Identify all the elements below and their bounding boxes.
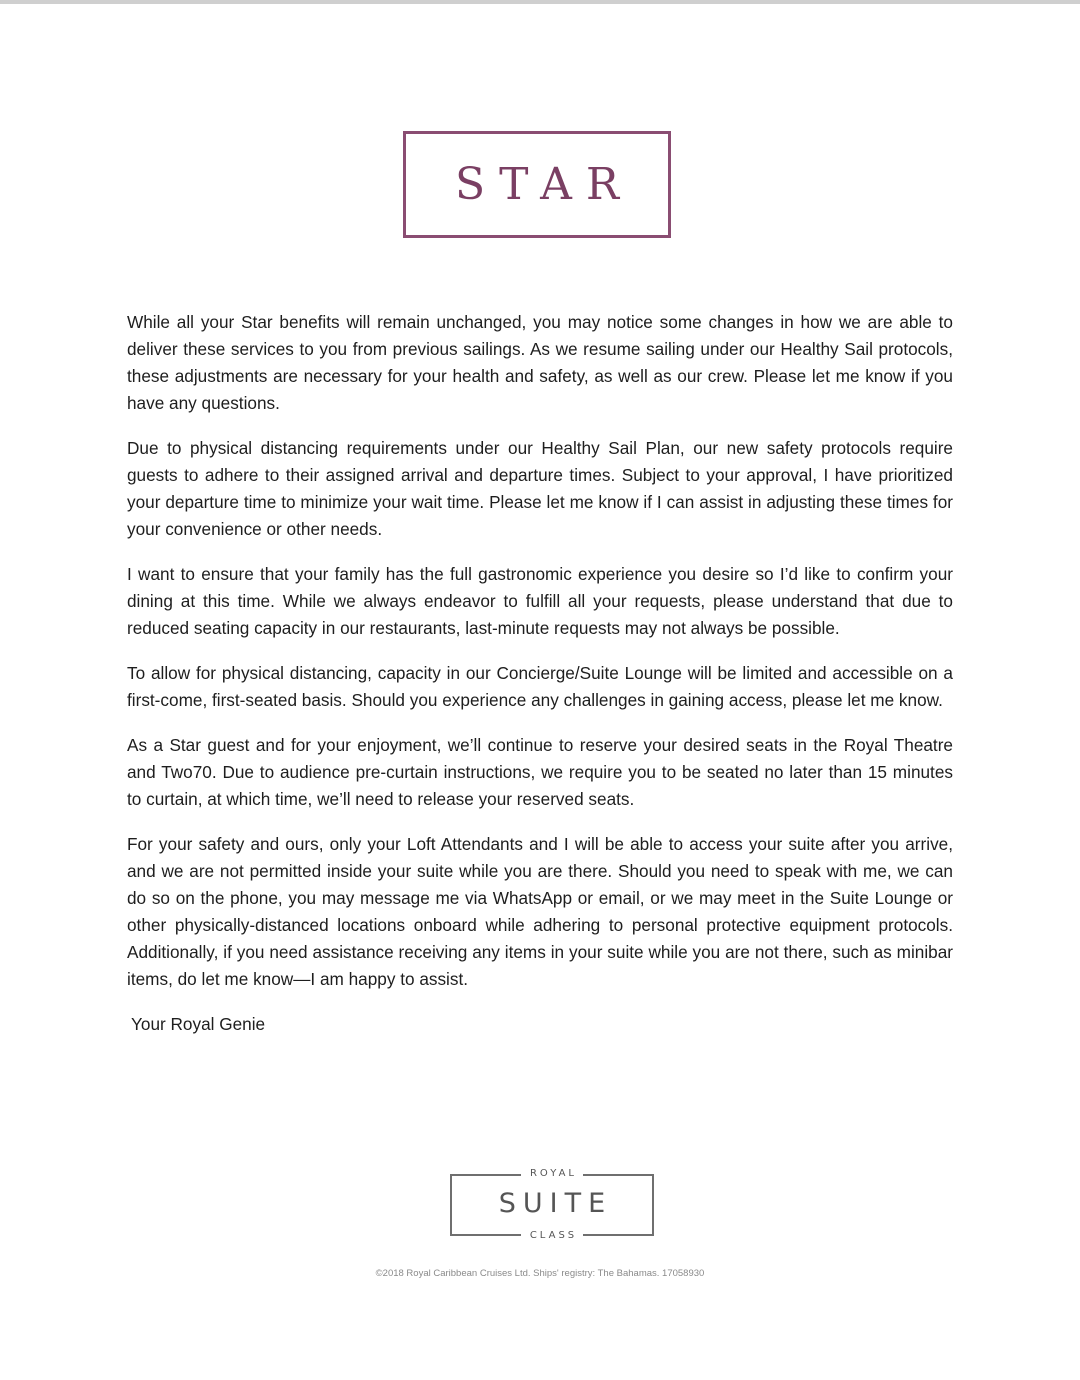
suite-logo-main-label: SUITE — [498, 1188, 613, 1219]
top-divider — [0, 0, 1080, 4]
star-logo-text: STAR — [455, 159, 633, 210]
letter-paragraph: For your safety and ours, only your Loft Attendants and I will be able to access your suite after you arrive, and we are not permitted inside your suite while you are there. Should you need to speak with me, we can do so on the phone, you may message me via WhatsApp or email, or we may meet in the Suite Lounge or other physically-distanced locations onboard while adhering to personal protective equipment protocols. Additionally, if you need assistance receiving any items in your suite while you are not there, such as minibar items, do let me know—I am happy to assist. — [127, 834, 953, 989]
copyright-notice: ©2018 Royal Caribbean Cruises Ltd. Ships' registry: The Bahamas. 17058930 — [375, 1268, 705, 1279]
suite-logo-top-text: ROYAL — [521, 1168, 583, 1179]
letter-paragraph: To allow for physical distancing, capacity in our Concierge/Suite Lounge will be limited and accessible on a first-come, first-seated basis. Should you experience any challenges in gaining access, please let me know. — [127, 663, 953, 710]
letter-body — [127, 309, 953, 1056]
letter-paragraph: Due to physical distancing requirements under our Healthy Sail Plan, our new safety protocols require guests to adhere to their assigned arrival and departure times. Subject to your approval, I have prioritized your departure time to minimize your wait time. Please let me know if I can assist in adjusting these times for your convenience or other needs. — [127, 438, 953, 539]
letter-signature: Your Royal Genie — [131, 1014, 266, 1034]
letter-paragraph: While all your Star benefits will remain unchanged, you may notice some changes in how we are able to deliver these services to you from previous sailings. As we resume sailing under our Healthy Sail protocols, these adjustments are necessary for your health and safety, as well as our crew. Please let me know if you have any questions. — [127, 312, 953, 413]
star-logo — [403, 131, 671, 238]
suite-logo-top-label — [450, 1166, 654, 1182]
letter-paragraph: I want to ensure that your family has the full gastronomic experience you desire so I’d like to confirm your dining at this time. While we always endeavor to fulfill all your requests, please understand that due to reduced seating capacity in our restaurants, last-minute requests may not always be possible. — [127, 564, 953, 638]
royal-suite-class-logo — [450, 1166, 654, 1244]
letter-paragraph: As a Star guest and for your enjoyment, we’ll continue to reserve your desired seats in the Royal Theatre and Two70. Due to audience pre-curtain instructions, we require you to be seated no later than 15 minutes to curtain, at which time, we’ll need to release your reserved seats. — [127, 735, 953, 809]
suite-logo-bottom-label — [450, 1228, 654, 1244]
suite-logo-bottom-text: CLASS — [521, 1230, 583, 1241]
